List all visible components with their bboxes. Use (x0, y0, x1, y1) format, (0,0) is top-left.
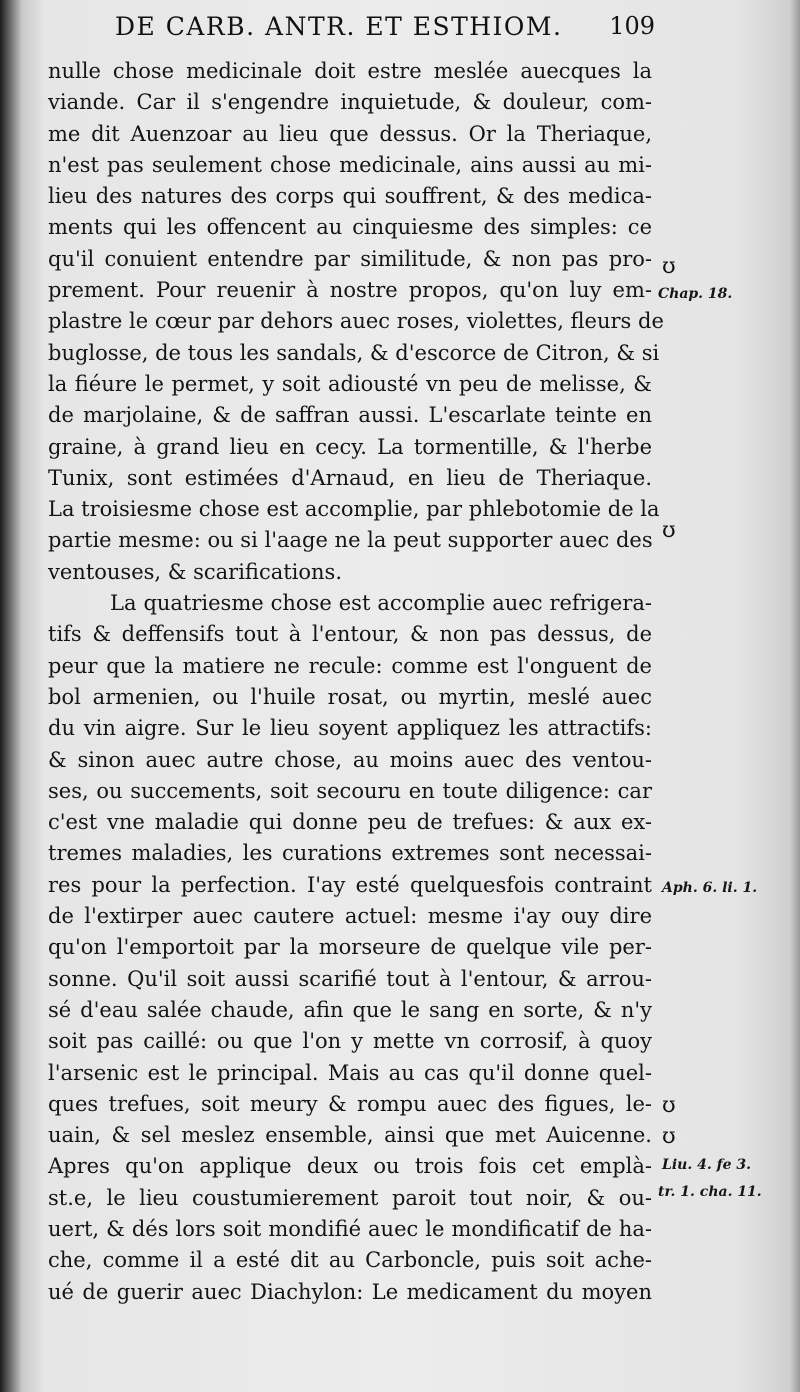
page-header (115, 10, 655, 44)
text-line: La troisiesme chose est accomplie, par phlebotomie de la (48, 497, 660, 522)
text-line: Tunix, sont estimées d'Arnaud, en lieu de Theriaque. (48, 465, 652, 490)
margin-note-tr: tr. 1. cha. 11. (658, 1184, 762, 1200)
text-line: ques trefues, soit meury & rompu auec des figues, le- (48, 1091, 652, 1116)
text-line: graine, à grand lieu en cecy. La tormentille, & l'herbe (48, 434, 652, 459)
text-line: de marjolaine, & de saffran aussi. L'escarlate teinte en (48, 403, 652, 428)
text-line: uert, & dés lors soit mondifié auec le mondificatif de ha- (48, 1216, 652, 1241)
text-line: buglosse, de tous les sandals, & d'escorce de Citron, & si (48, 340, 660, 365)
margin-ornament-icon: ʊ (662, 518, 676, 543)
text-line: tremes maladies, les curations extremes sont necessai- (48, 841, 652, 866)
text-line: l'arsenic est le principal. Mais au cas qu'il donne quel- (48, 1060, 652, 1085)
text-line: lieu des natures des corps qui souffrent, & des medica- (48, 184, 652, 209)
text-line: n'est pas seulement chose medicinale, ains aussi au mi- (48, 152, 652, 177)
text-line: peur que la matiere ne recule: comme est l'onguent de (48, 653, 652, 678)
text-line: sonne. Qu'il soit aussi scarifié tout à l'entour, & arrou- (48, 966, 652, 991)
margin-note-chap: Chap. 18. (658, 286, 733, 302)
text-line: de l'extirper auec cautere actuel: mesme i'ay ouy dire (48, 904, 652, 929)
margin-note-aph: Aph. 6. li. 1. (662, 880, 758, 896)
text-line: bol armenien, ou l'huile rosat, ou myrtin, meslé auec (48, 684, 652, 709)
text-line: c'est vne maladie qui donne peu de trefues: & aux ex- (48, 810, 652, 835)
text-line: la fiéure le permet, y soit adiousté vn peu de melisse, & (48, 371, 652, 396)
text-line: qu'on l'emportoit par la morseure de quelque vile per- (48, 935, 652, 960)
text-line: Apres qu'on applique deux ou trois fois cet emplà- (48, 1154, 652, 1179)
body-text (48, 56, 664, 1308)
text-line: viande. Car il s'engendre inquietude, & douleur, com- (48, 90, 652, 115)
text-line: res pour la perfection. I'ay esté quelquesfois contraint (48, 872, 652, 897)
text-line: soit pas caillé: ou que l'on y mette vn corrosif, à quoy (48, 1029, 652, 1054)
running-head: DE CARB. ANTR. ET ESTHIOM. (115, 12, 563, 41)
text-line: ué de guerir auec Diachylon: Le medicament du moyen (48, 1279, 652, 1304)
text-line: st.e, le lieu coustumierement paroit tout noir, & ou- (48, 1185, 652, 1210)
text-line: nulle chose medicinale doit estre meslée auecques la (48, 59, 652, 83)
text-line: uain, & sel meslez ensemble, ainsi que met Auicenne. (48, 1123, 652, 1148)
text-line: sé d'eau salée chaude, afin que le sang en sorte, & n'y (48, 997, 652, 1022)
text-line: partie mesme: ou si l'aage ne la peut supporter auec des (48, 528, 653, 553)
margin-ornament-icon: ʊ (662, 254, 676, 279)
text-line: ments qui les offencent au cinquiesme des simples: ce (48, 215, 652, 240)
margin-ornament-icon: ʊ (662, 1124, 676, 1149)
page-number: 109 (609, 12, 655, 40)
paragraph-first-line: La quatriesme chose est accomplie auec refrigera- (110, 591, 652, 616)
text-line: ventouses, & scarifications. (48, 559, 342, 584)
text-line: me dit Auenzoar au lieu que dessus. Or la Theriaque, (48, 121, 652, 146)
text-line: ses, ou succements, soit secouru en toute diligence: car (48, 778, 652, 803)
text-line: du vin aigre. Sur le lieu soyent appliquez les attractifs: (48, 716, 652, 741)
text-line: & sinon auec autre chose, au moins auec des ventou- (48, 747, 652, 772)
text-line: che, comme il a esté dit au Carboncle, puis soit ache- (48, 1248, 652, 1273)
text-line: plastre le cœur par dehors auec roses, violettes, fleurs de (48, 309, 664, 334)
text-line: qu'il conuient entendre par similitude, & non pas pro- (48, 246, 652, 271)
margin-note-liu: Liu. 4. fe 3. (662, 1157, 751, 1173)
text-line: tifs & deffensifs tout à l'entour, & non pas dessus, de (48, 622, 652, 647)
margin-ornament-icon: ʊ (662, 1093, 676, 1118)
text-line: prement. Pour reuenir à nostre propos, qu'on luy em- (48, 278, 652, 303)
